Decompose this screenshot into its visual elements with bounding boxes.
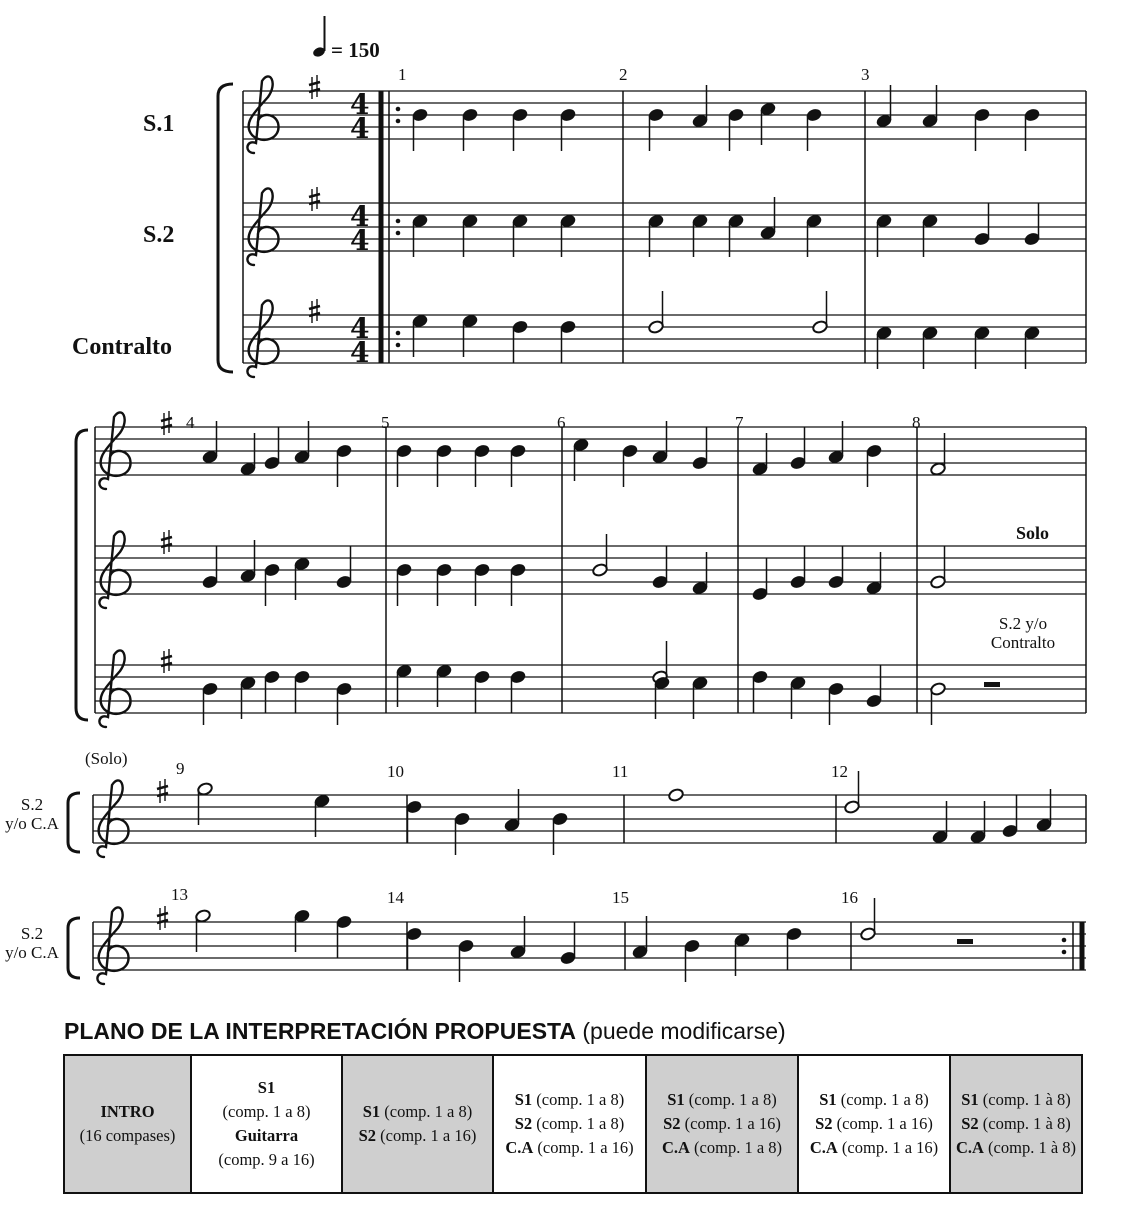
time-signature-bottom: 4 [350,224,370,257]
measure-number: 8 [912,413,921,432]
repeat-dot [1062,950,1067,955]
measure-number: 16 [841,888,858,907]
sharp-icon [309,75,320,99]
time-signature-top: 4 [350,312,370,345]
plan-cell-2: S1 (comp. 1 a 8) Guitarra (comp. 9 a 16) [191,1055,342,1193]
sharp-stroke [309,306,320,309]
sharp-stroke [309,82,320,85]
plan-cell-3: S1 (comp. 1 a 8) S2 (comp. 1 a 16) [342,1055,493,1193]
plan-cell-intro: INTRO (16 compases) [64,1055,191,1193]
tempo-value: = 150 [331,38,380,62]
system-bracket [68,918,80,978]
voice-label-s1: S.1 [143,111,175,137]
sharp-stroke [161,418,172,421]
measure-number: 11 [612,762,629,781]
plan-cell-6: S1 (comp. 1 a 8) S2 (comp. 1 a 16) C.A (comp. 1 a 16) [798,1055,950,1193]
repeat-dot [396,219,401,224]
sharp-icon [157,906,168,930]
time-signature-top: 4 [350,200,370,233]
measure-number: 15 [612,888,629,907]
staff-label-system4: S.2 y/o C.A [5,924,59,962]
sharp-icon [157,779,168,803]
repeat-dot [396,119,401,124]
sharp-icon [161,411,172,435]
sharp-stroke [161,537,172,540]
repeat-dot [396,231,401,236]
sharp-icon [309,299,320,323]
measure-number: 7 [735,413,744,432]
note-head [668,788,685,803]
sharp-stroke [157,913,168,916]
sharp-icon [309,187,320,211]
sharp-stroke [309,194,320,197]
half-rest-icon [957,939,973,944]
repeat-dot [396,107,401,112]
system-bracket [218,84,233,372]
measure-number: 12 [831,762,848,781]
measure-number: 6 [557,413,566,432]
plan-title: PLANO DE LA INTERPRETACIÓN PROPUESTA (puede modificarse) [64,1018,786,1044]
measure-number: 3 [861,65,870,84]
plan-row [64,1055,1082,1193]
half-rest-icon [984,682,1000,687]
voice-label-s2: S.2 [143,222,175,248]
time-signature-bottom: 4 [350,336,370,369]
system-bracket [68,793,80,852]
sharp-icon [161,649,172,673]
plan-cell-5: S1 (comp. 1 a 8) S2 (comp. 1 a 16) C.A (comp. 1 a 8) [646,1055,798,1193]
system-bracket [76,430,88,720]
voice-label-contralto: Contralto [72,334,172,360]
plan-cell-7: S1 (comp. 1 à 8) S2 (comp. 1 à 8) C.A (comp. 1 à 8) [950,1055,1082,1193]
sharp-stroke [161,656,172,659]
solo-label: Solo [1016,523,1050,543]
sharp-stroke [157,786,168,789]
measure-number: 4 [186,413,195,432]
sharp-icon [161,530,172,554]
plan-table [63,1054,1083,1194]
measure-number: 2 [619,65,628,84]
measure-number: 1 [398,65,407,84]
time-signature-bottom: 4 [350,112,370,145]
measure-number: 5 [381,413,390,432]
time-signature-top: 4 [350,88,370,121]
measure-number: 9 [176,759,185,778]
solo-paren-label: (Solo) [85,749,128,768]
measure-number: 10 [387,762,404,781]
repeat-dot [1062,938,1067,943]
repeat-dot [396,331,401,336]
repeat-dot [396,343,401,348]
measure-number: 14 [387,888,404,907]
measure-number: 13 [171,885,188,904]
plan-cell-4: S1 (comp. 1 a 8) S2 (comp. 1 a 8) C.A (comp. 1 a 16) [493,1055,646,1193]
staff-label-system3: S.2 y/o C.A [5,795,59,833]
solo-voice-label: S.2 y/o Contralto [990,614,1056,652]
